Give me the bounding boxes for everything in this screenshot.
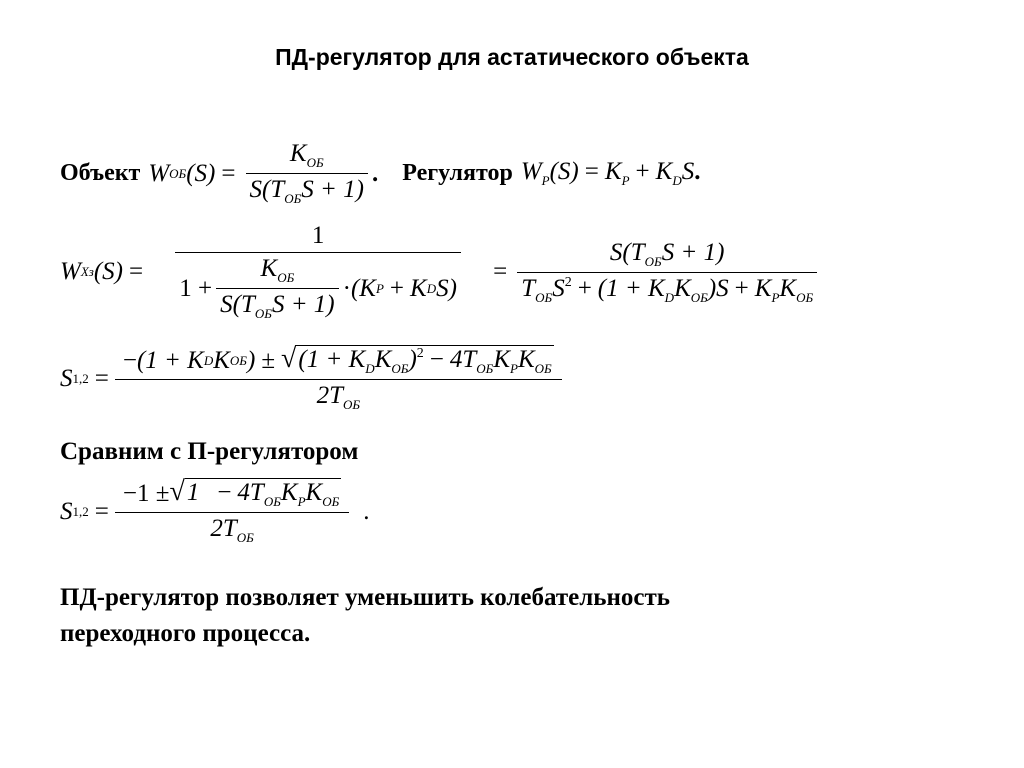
regulator-transfer-function: $W_Р(S) = K_Р + K_DS$. (520, 158, 701, 188)
conclusion-text (60, 580, 670, 652)
object-transfer-function: W ОБ (S) = $\frac{K_{ОБ}}{S(T_{ОБ}S + 1)}$ . (148, 140, 379, 206)
compare-heading: Сравним с П-регулятором (60, 438, 359, 465)
closed-loop-formula: W Хз (S) = 1 1 + $\frac{K_{ОБ}}{S(T_{ОБ}S + 1)}$ · (K Р + K D S) = $\frac{S(T_{ОБ}S + 1)}{T_{ОБ}S^2 + (1 + K_DK_{ОБ})S + K_РK_{ОБ}}$ (60, 222, 821, 322)
regulator-label: Регулятор (402, 160, 513, 186)
object-label: Объект (60, 160, 141, 186)
p-roots-formula: S 1,2 = −1 ± √ $1 - 4T_{ОБ}K_РK_{ОБ}$ $2T_{ОБ}$ . (60, 476, 370, 545)
page-title: ПД-регулятор для астатического объекта (275, 44, 749, 70)
object-regulator-line (60, 140, 700, 207)
pd-roots-formula: S 1,2 = − (1 + K D K ОБ ) ± √ $(1 + K_DK_{ОБ})^2 - 4T_{ОБ}K_РK_{ОБ}$ $2T_{ОБ}$ (60, 345, 562, 413)
conclusion-line-2: переходного процесса. (60, 620, 311, 647)
conclusion-line-1: ПД-регулятор позволяет уменьшить колебательность (60, 584, 671, 611)
